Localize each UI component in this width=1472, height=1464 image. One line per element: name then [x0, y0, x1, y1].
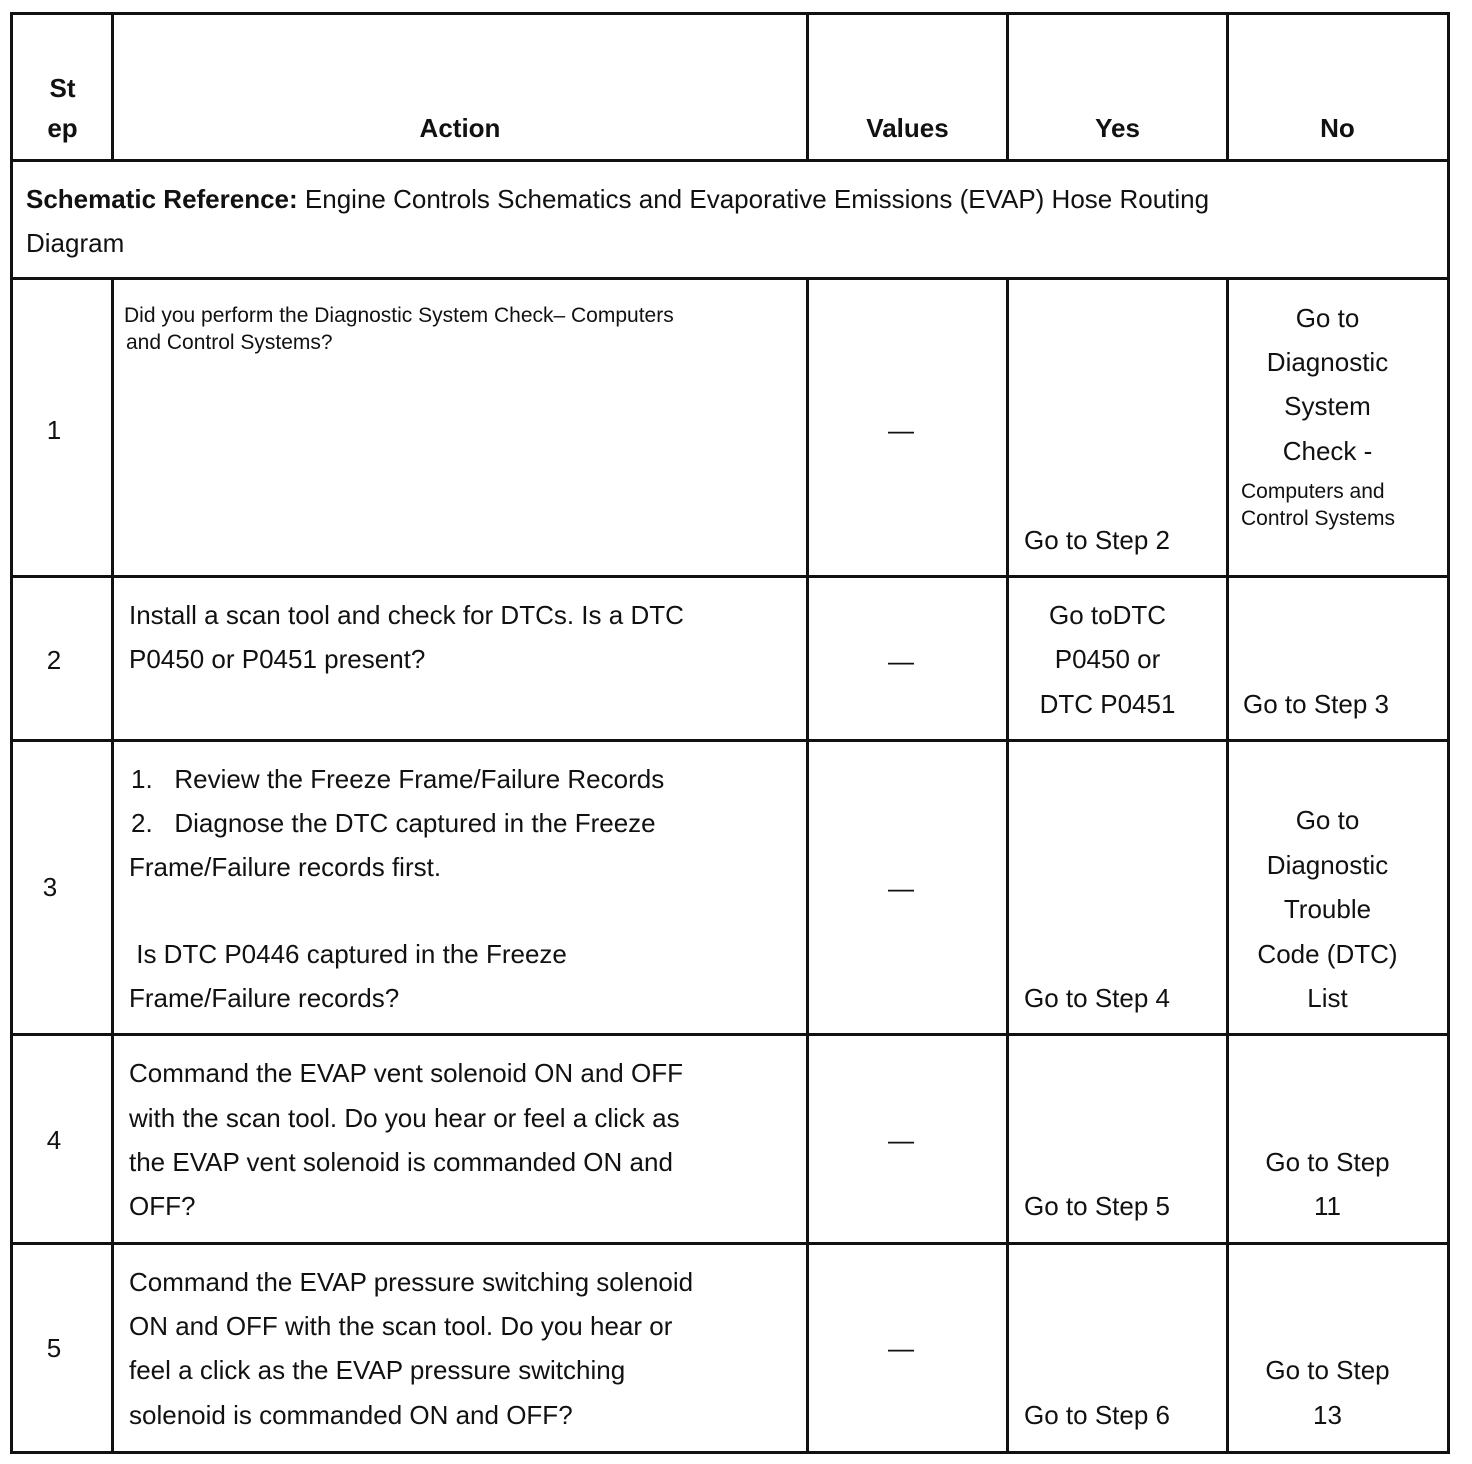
action-text: ON and OFF with the scan tool. Do you hear or	[129, 1311, 673, 1341]
action-text: 2. Diagnose the DTC captured in the Freeze	[131, 808, 656, 838]
no-text: List	[1307, 983, 1348, 1013]
value-text: —	[888, 873, 914, 903]
header-yes: Yes	[1095, 113, 1140, 143]
no-text: 13	[1313, 1400, 1342, 1430]
action-text: solenoid is commanded ON and OFF?	[129, 1400, 573, 1430]
header-action: Action	[419, 113, 501, 143]
yes-text: Go to Step 2	[1024, 525, 1170, 555]
no-text: Trouble	[1283, 894, 1372, 924]
no-text-small: Computers and	[1241, 480, 1385, 503]
row-divider	[10, 739, 1450, 742]
step-number: 4	[46, 1125, 62, 1155]
value-text: —	[888, 415, 914, 445]
no-text: Go to Step	[1265, 1355, 1390, 1385]
value-text: —	[888, 1333, 914, 1363]
action-text: the EVAP vent solenoid is commanded ON and	[129, 1147, 673, 1177]
yes-text: DTC P0451	[1039, 689, 1176, 719]
yes-text: Go to Step 4	[1024, 983, 1170, 1013]
action-text: Install a scan tool and check for DTCs. Is a DTC	[129, 600, 684, 630]
header-step-line1: St	[49, 73, 76, 103]
schematic-text-line2: Diagram	[26, 228, 125, 258]
no-text: Code (DTC)	[1257, 939, 1398, 969]
action-text: Command the EVAP pressure switching solenoid	[129, 1267, 694, 1297]
table-border	[10, 12, 1450, 1454]
action-text: Frame/Failure records?	[129, 983, 400, 1013]
row-divider	[10, 575, 1450, 578]
no-text: Check -	[1282, 436, 1373, 466]
row-divider	[10, 1033, 1450, 1036]
value-text: —	[888, 1125, 914, 1155]
action-text: with the scan tool. Do you hear or feel a click as	[129, 1103, 680, 1133]
action-text: feel a click as the EVAP pressure switching	[129, 1355, 626, 1385]
schematic-label: Schematic Reference:	[26, 184, 298, 214]
no-text: Diagnostic	[1266, 850, 1389, 880]
step-number: 5	[46, 1333, 62, 1363]
no-text: Diagnostic	[1266, 347, 1389, 377]
no-text: Go to	[1295, 303, 1360, 333]
row-divider	[10, 277, 1450, 280]
no-text-small: Control Systems	[1241, 507, 1396, 530]
step-number: 1	[46, 415, 62, 445]
row-divider	[10, 1242, 1450, 1245]
yes-text: P0450 or	[1054, 644, 1161, 674]
action-text: Is DTC P0446 captured in the Freeze	[129, 939, 567, 969]
action-text: Frame/Failure records first.	[129, 852, 442, 882]
action-text: Did you perform the Diagnostic System Check– Computers	[124, 304, 674, 327]
no-text: Go to	[1295, 805, 1360, 835]
action-text: Command the EVAP vent solenoid ON and OFF	[129, 1058, 683, 1088]
action-text: OFF?	[129, 1191, 196, 1221]
header-no: No	[1320, 113, 1355, 143]
header-values: Values	[866, 113, 949, 143]
column-divider	[111, 277, 114, 1454]
schematic-text-line1: Engine Controls Schematics and Evaporative Emissions (EVAP) Hose Routing	[304, 184, 1210, 214]
header-step-line2: ep	[47, 113, 78, 143]
schematic-reference	[26, 177, 1209, 221]
action-text: and Control Systems?	[126, 331, 333, 354]
yes-text: Go to Step 6	[1024, 1400, 1170, 1430]
action-text: P0450 or P0451 present?	[129, 644, 426, 674]
row-divider	[10, 159, 1450, 162]
no-text: 11	[1314, 1191, 1341, 1221]
step-number: 2	[46, 645, 62, 675]
action-text: 1. Review the Freeze Frame/Failure Records	[131, 764, 665, 794]
no-text: Go to Step 3	[1243, 689, 1389, 719]
column-divider	[1006, 277, 1009, 1454]
no-text: Go to Step	[1265, 1147, 1390, 1177]
yes-text: Go to Step 5	[1024, 1191, 1170, 1221]
value-text: —	[888, 646, 914, 676]
yes-text: Go toDTC	[1048, 600, 1167, 630]
step-number: 3	[42, 872, 58, 902]
no-text: System	[1284, 391, 1371, 421]
